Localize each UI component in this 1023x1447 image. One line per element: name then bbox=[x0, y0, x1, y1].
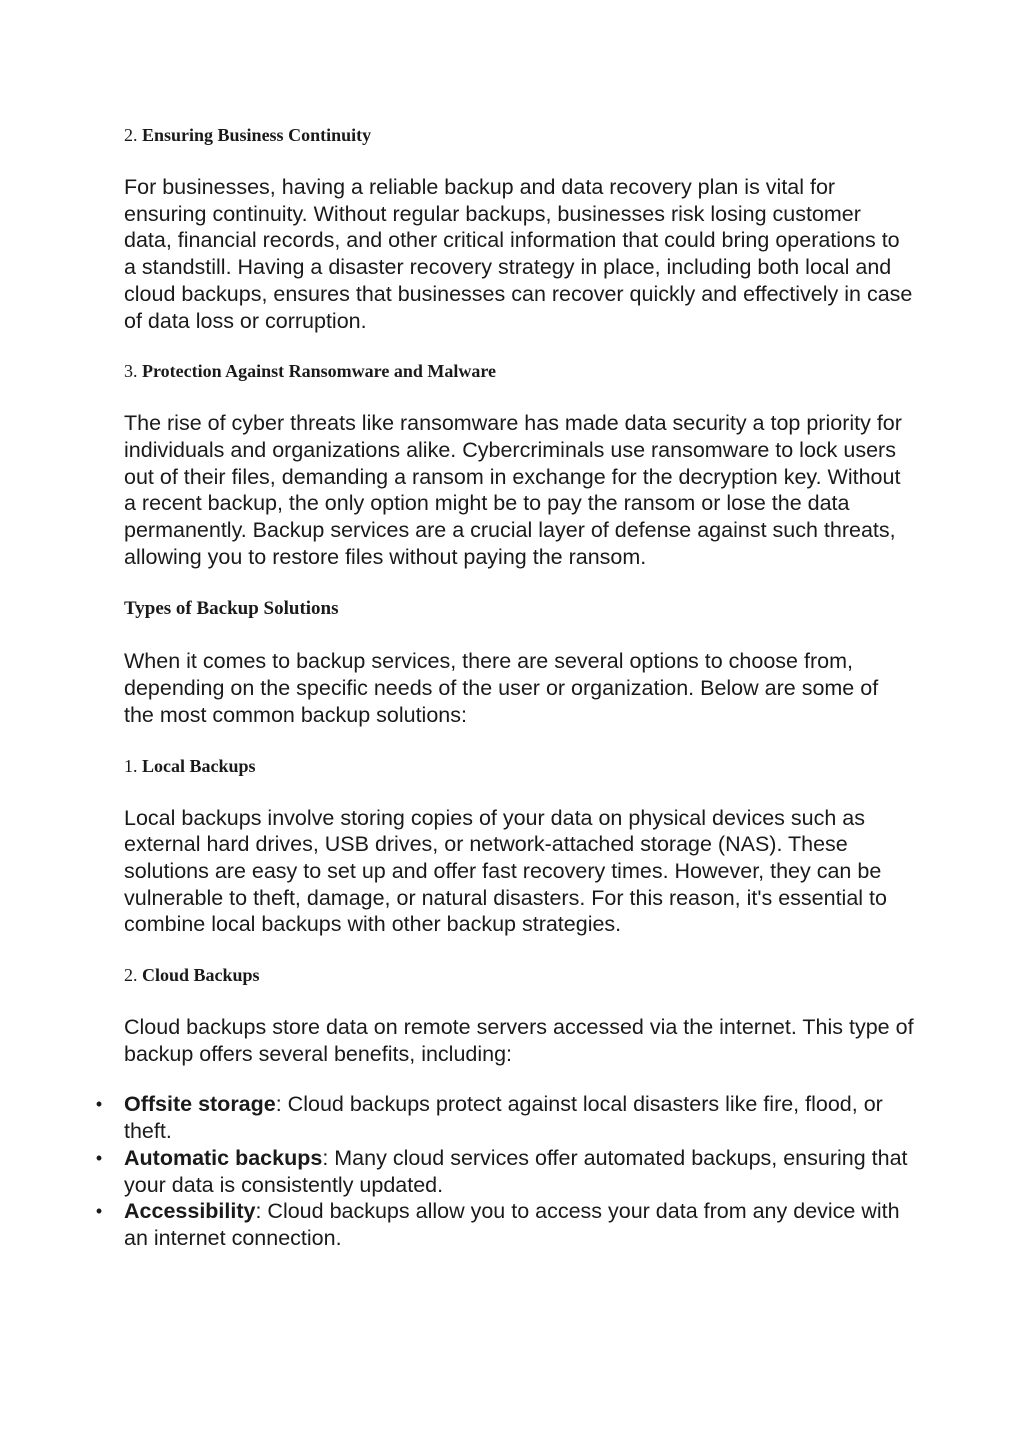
heading-local-backups bbox=[124, 753, 914, 779]
list-item-term: Accessibility bbox=[124, 1199, 256, 1224]
list-item bbox=[95, 1145, 914, 1198]
paragraph-local-backups: Local backups involve storing copies of your data on physical devices such as external hard drives, USB drives, or network-attached storage (NAS). These solutions are easy to set up and offer fast recovery times. However, they can be vulnerable to theft, damage, or natural disasters. For this reason, it's essential to combine local backups with other backup strategies. bbox=[124, 805, 887, 937]
list-item-term: Offsite storage bbox=[124, 1092, 276, 1117]
paragraph-cloud-backups: Cloud backups store data on remote servers accessed via the internet. This type of backup offers several benefits, including: bbox=[124, 1015, 914, 1066]
heading-cloud-backups bbox=[124, 962, 914, 988]
bullet-icon: • bbox=[95, 1201, 103, 1222]
heading-number: 2. bbox=[124, 125, 138, 145]
document-content bbox=[95, 122, 914, 1252]
list-item bbox=[95, 1091, 914, 1144]
heading-types-of-backup: Types of Backup Solutions bbox=[124, 598, 339, 620]
heading-title: Ensuring Business Continuity bbox=[142, 125, 372, 145]
heading-number: 1. bbox=[124, 755, 138, 776]
heading-title: Cloud Backups bbox=[142, 965, 260, 986]
cloud-benefits-list bbox=[95, 1091, 914, 1251]
heading-title: Local Backups bbox=[142, 755, 256, 776]
list-item-text: : Cloud backups protect against local disasters like fire, flood, or theft. bbox=[124, 1092, 883, 1144]
bullet-icon: • bbox=[95, 1094, 103, 1115]
list-item-text: : Cloud backups allow you to access your data from any device with an internet connection. bbox=[124, 1199, 900, 1250]
paragraph-types-of-backup: When it comes to backup services, there are several options to choose from, depending on the specific needs of the user or organization. Below are some of the most common backup solutions: bbox=[124, 649, 879, 727]
list-item-text: : Many cloud services offer automated backups, ensuring that your data is consistently updated. bbox=[124, 1145, 908, 1197]
paragraph-ransomware-protection: The rise of cyber threats like ransomware has made data security a top priority for individuals and organizations alike. Cybercriminals use ransomware to lock users out of their files, demanding a ransom in exchange for the decryption key. Without a recent backup, the only option might be to pay the ransom or lose the data permanently. Backup services are a crucial layer of defense against such threats, allowing you to restore files without paying the ransom. bbox=[124, 411, 902, 569]
heading-ransomware-protection bbox=[124, 358, 914, 384]
heading-number: 2. bbox=[124, 965, 138, 986]
heading-business-continuity bbox=[124, 122, 914, 148]
bullet-icon: • bbox=[95, 1147, 103, 1168]
paragraph-business-continuity: For businesses, having a reliable backup and data recovery plan is vital for ensuring continuity. Without regular backups, businesses risk losing customer data, financial records, and other critical information that could bring operations to a standstill. Having a disaster recovery strategy in place, including both local and cloud backups, ensures that businesses can recover quickly and effectively in case of data loss or corruption. bbox=[124, 175, 913, 333]
heading-title: Protection Against Ransomware and Malware bbox=[142, 361, 496, 382]
list-item bbox=[95, 1198, 914, 1251]
list-item-term: Automatic backups bbox=[124, 1145, 323, 1170]
heading-number: 3. bbox=[124, 361, 138, 382]
